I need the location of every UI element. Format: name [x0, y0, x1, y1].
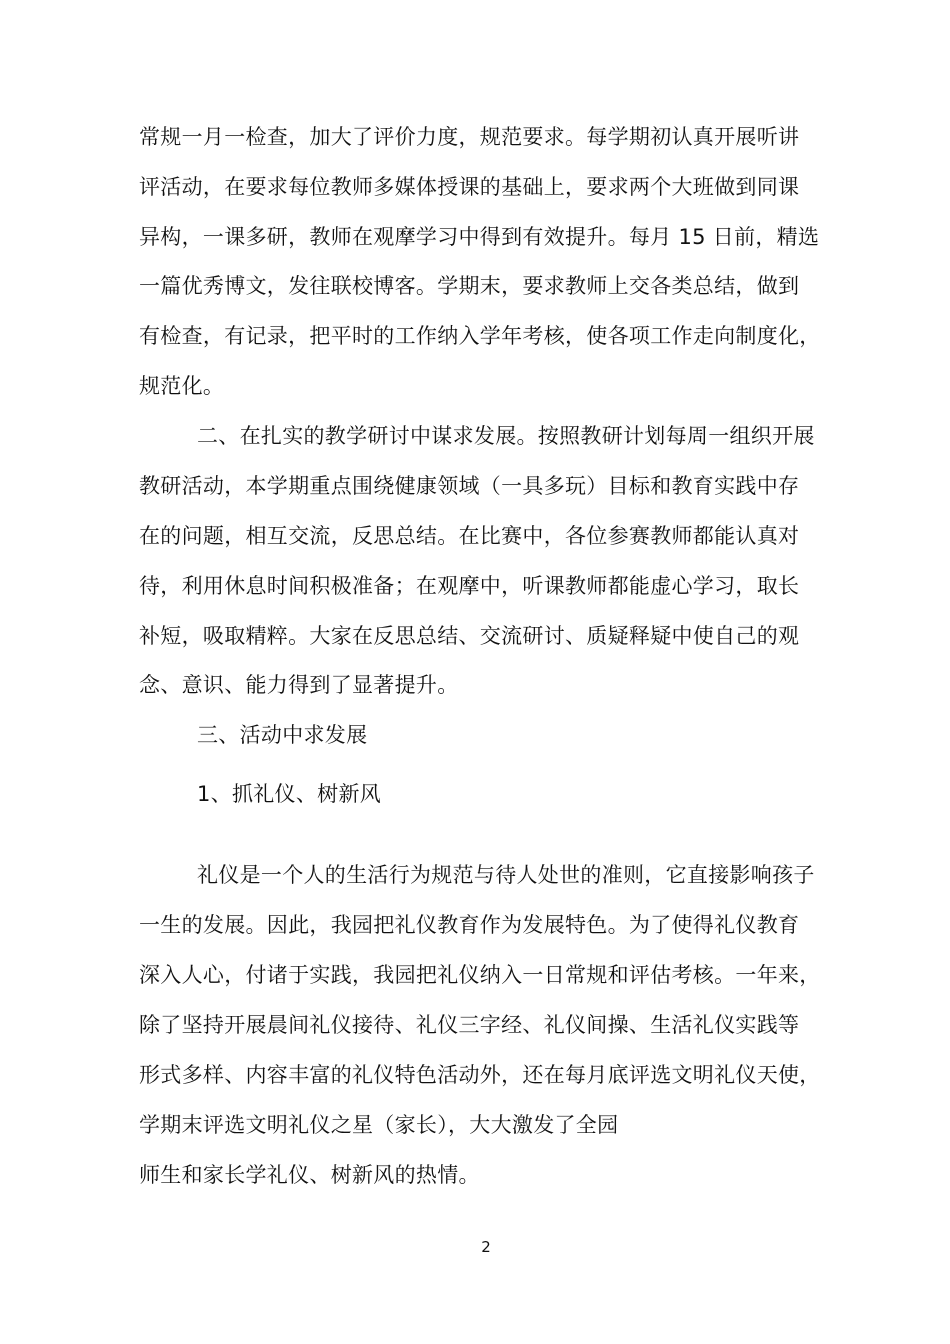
- paragraph-line: 规范化。: [139, 374, 225, 398]
- page-number: 2: [481, 1238, 491, 1256]
- paragraph-line: 有检查，有记录，把平时的工作纳入学年考核，使各项工作走向制度化，: [139, 324, 821, 348]
- paragraph-line: 在的问题，相互交流，反思总结。在比赛中，各位参赛教师都能认真对: [139, 524, 800, 548]
- paragraph-line: 除了坚持开展晨间礼仪接待、礼仪三字经、礼仪间操、生活礼仪实践等: [139, 1013, 800, 1037]
- subsection-heading: 1、抓礼仪、树新风: [197, 782, 382, 806]
- paragraph-line: 常规一月一检查，加大了评价力度，规范要求。每学期初认真开展听讲: [139, 125, 800, 149]
- section-heading: 三、活动中求发展: [197, 723, 368, 747]
- paragraph-line: 深入人心，付诸于实践，我园把礼仪纳入一日常规和评估考核。一年来，: [139, 963, 821, 987]
- paragraph-line: 评活动，在要求每位教师多媒体授课的基础上，要求两个大班做到同课: [139, 175, 800, 199]
- paragraph-line: 补短，吸取精粹。大家在反思总结、交流研讨、质疑释疑中使自己的观: [139, 624, 800, 648]
- paragraph-line: 教研活动，本学期重点围绕健康领域（一具多玩）目标和教育实践中存: [139, 474, 800, 498]
- paragraph-line: 一生的发展。因此，我园把礼仪教育作为发展特色。为了使得礼仪教育: [139, 913, 800, 937]
- paragraph-line: 二、在扎实的教学研讨中谋求发展。按照教研计划每周一组织开展: [197, 424, 815, 448]
- paragraph-line: 形式多样、内容丰富的礼仪特色活动外，还在每月底评选文明礼仪天使，: [139, 1063, 821, 1087]
- paragraph-line: 礼仪是一个人的生活行为规范与待人处世的准则，它直接影响孩子: [197, 863, 815, 887]
- paragraph-line: 一篇优秀博文，发往联校博客。学期末，要求教师上交各类总结，做到: [139, 274, 800, 298]
- paragraph-line: 师生和家长学礼仪、树新风的热情。: [139, 1163, 480, 1187]
- paragraph-line: 待，利用休息时间积极准备；在观摩中，听课教师都能虚心学习，取长: [139, 574, 800, 598]
- paragraph-line: 异构，一课多研，教师在观摩学习中得到有效提升。每月 15 日前，精选: [139, 225, 820, 249]
- paragraph-line: 念、意识、能力得到了显著提升。: [139, 673, 459, 697]
- paragraph-line: 学期末评选文明礼仪之星（家长），大大激发了全园: [139, 1113, 619, 1137]
